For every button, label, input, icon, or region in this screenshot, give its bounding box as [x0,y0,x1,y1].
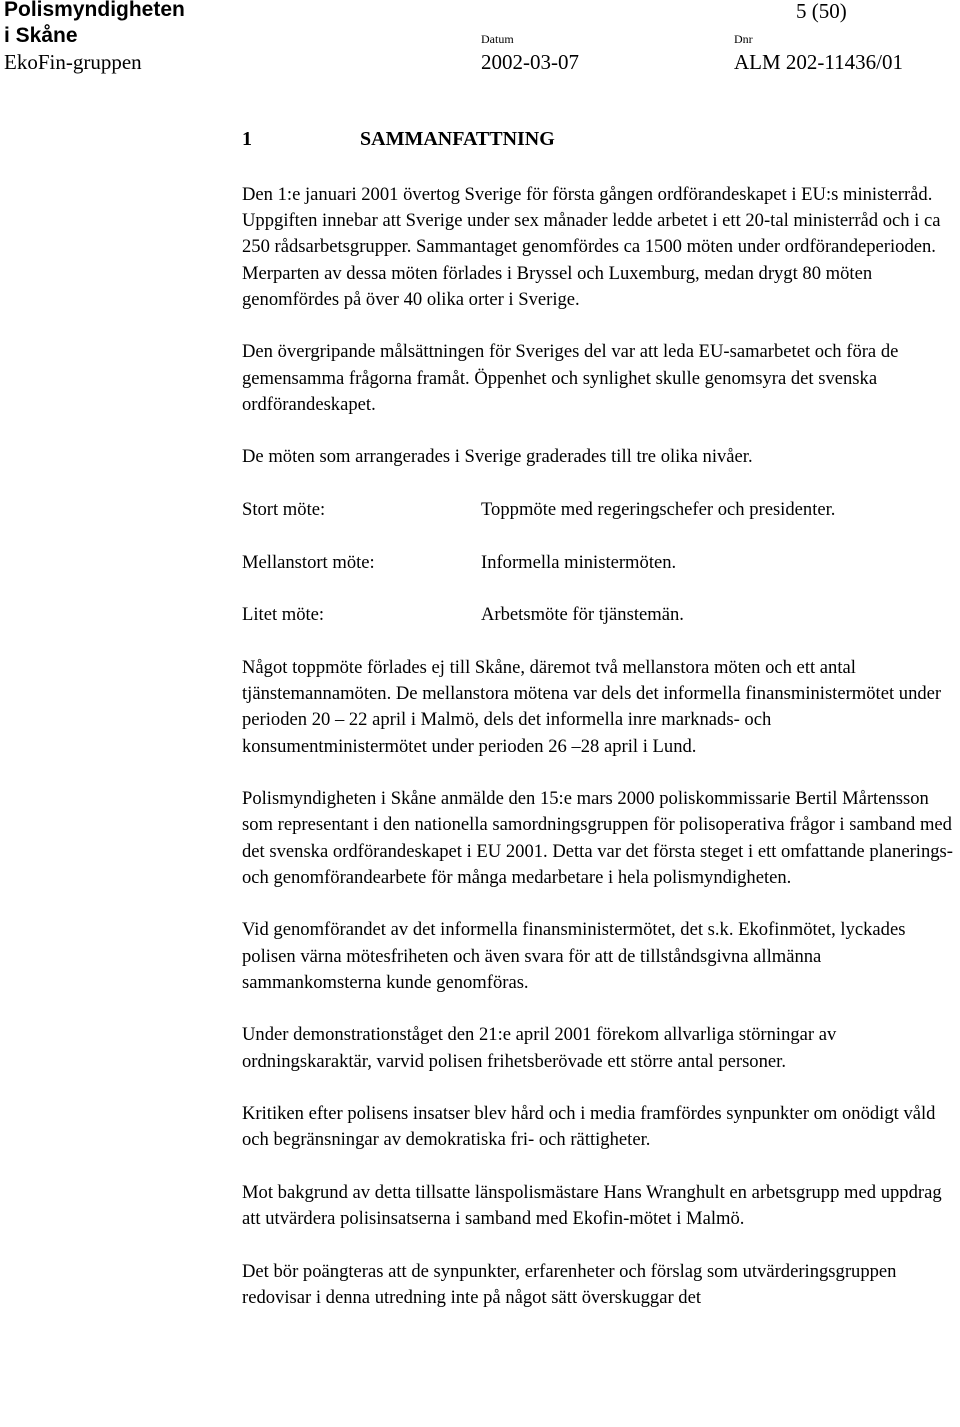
paragraph: De möten som arrangerades i Sverige graderades till tre olika nivåer. [242,446,753,468]
organization-name: Polismyndigheten [4,0,185,21]
meeting-level-description: Informella ministermöten. [481,551,677,573]
meeting-level-row [242,550,960,576]
meeting-level-description: Toppmöte med regeringschefer och presidenter. [481,499,836,520]
meeting-level-name: Stort möte: [242,499,326,520]
paragraph: Kritiken efter polisens insatser blev hård och i media framfördes synpunkter om onödigt våld och begränsningar av demokratiska fri- och rättigheter. [242,1103,936,1151]
meeting-levels-list [242,497,960,629]
page-header [0,0,960,80]
dnr-value: ALM 202-11436/01 [734,50,903,74]
document-body [242,182,960,1338]
paragraph: Något toppmöte förlades ej till Skåne, däremot två mellanstora möten och ett antal tjänstemannamöten. De mellanstora mötena var dels det informella finansministermötet under perioden 20 – 22 april i Malmö, dels det informella inre marknads- och konsumentministermötet under perioden 26 –28 april i Lund. [242,656,942,757]
organization-region: i Skåne [4,24,78,47]
section-title: SAMMANFATTNING [360,128,555,150]
paragraph: Den övergripande målsättningen för Sveriges del var att leda EU-samarbetet och föra de gemensamma frågorna framåt. Öppenhet och synlighet skulle genomsyra det svenska ordförandeskapet. [242,341,899,415]
paragraph: Polismyndigheten i Skåne anmälde den 15:e mars 2000 poliskommissarie Bertil Mårtensson som representant i den nationella samordningsgruppen för polisoperativa frågor i samband med det svenska ordförandeskapet i EU 2001. Detta var det första steget i ett omfattande planerings- och genomförandearbete för många medarbetare i hela polismyndigheten. [242,788,953,888]
organization-unit: EkoFin-gruppen [4,50,142,74]
page-number: 5 (50) [796,0,847,23]
meeting-level-name: Litet möte: [242,604,325,626]
meeting-level-row [242,602,960,628]
date-label: Datum [481,32,514,46]
date-value: 2002-03-07 [481,50,579,74]
paragraph: Det bör poängteras att de synpunkter, erfarenheter och förslag som utvärderingsgruppen redovisar i denna utredning inte på något sätt överskuggar det [242,1260,897,1308]
paragraph: Vid genomförandet av det informella finansministermötet, det s.k. Ekofinmötet, lyckades polisen värna mötesfriheten och även svara för att de tillståndsgivna allmänna sammankomsterna kunde genomföras. [242,919,906,993]
meeting-level-row [242,497,960,523]
paragraph: Mot bakgrund av detta tillsatte länspolismästare Hans Wranghult en arbetsgrupp med uppdrag att utvärdera polisinsatserna i samband med Ekofin-mötet i Malmö. [242,1181,942,1230]
paragraph: Under demonstrationståget den 21:e april 2001 förekom allvarliga störningar av ordningskaraktär, varvid polisen frihetsberövade ett större antal personer. [242,1024,837,1072]
section-number: 1 [242,128,252,150]
meeting-level-name: Mellanstort möte: [242,551,375,573]
dnr-label: Dnr [734,32,753,46]
paragraph: Den 1:e januari 2001 övertog Sverige för första gången ordförandeskapet i EU:s ministerråd. Uppgiften innebar att Sverige under sex månader ledde arbetet i ett 20-tal ministerråd och i ca 250 rådsarbetsgrupper. Sammantaget genomfördes ca 1500 möten under ordförandeperioden. Merparten av dessa möten förlades i Bryssel och Luxemburg, medan drygt 80 möten genomfördes på över 40 olika orter i Sverige. [242,184,941,310]
meeting-level-description: Arbetsmöte för tjänstemän. [481,604,684,626]
